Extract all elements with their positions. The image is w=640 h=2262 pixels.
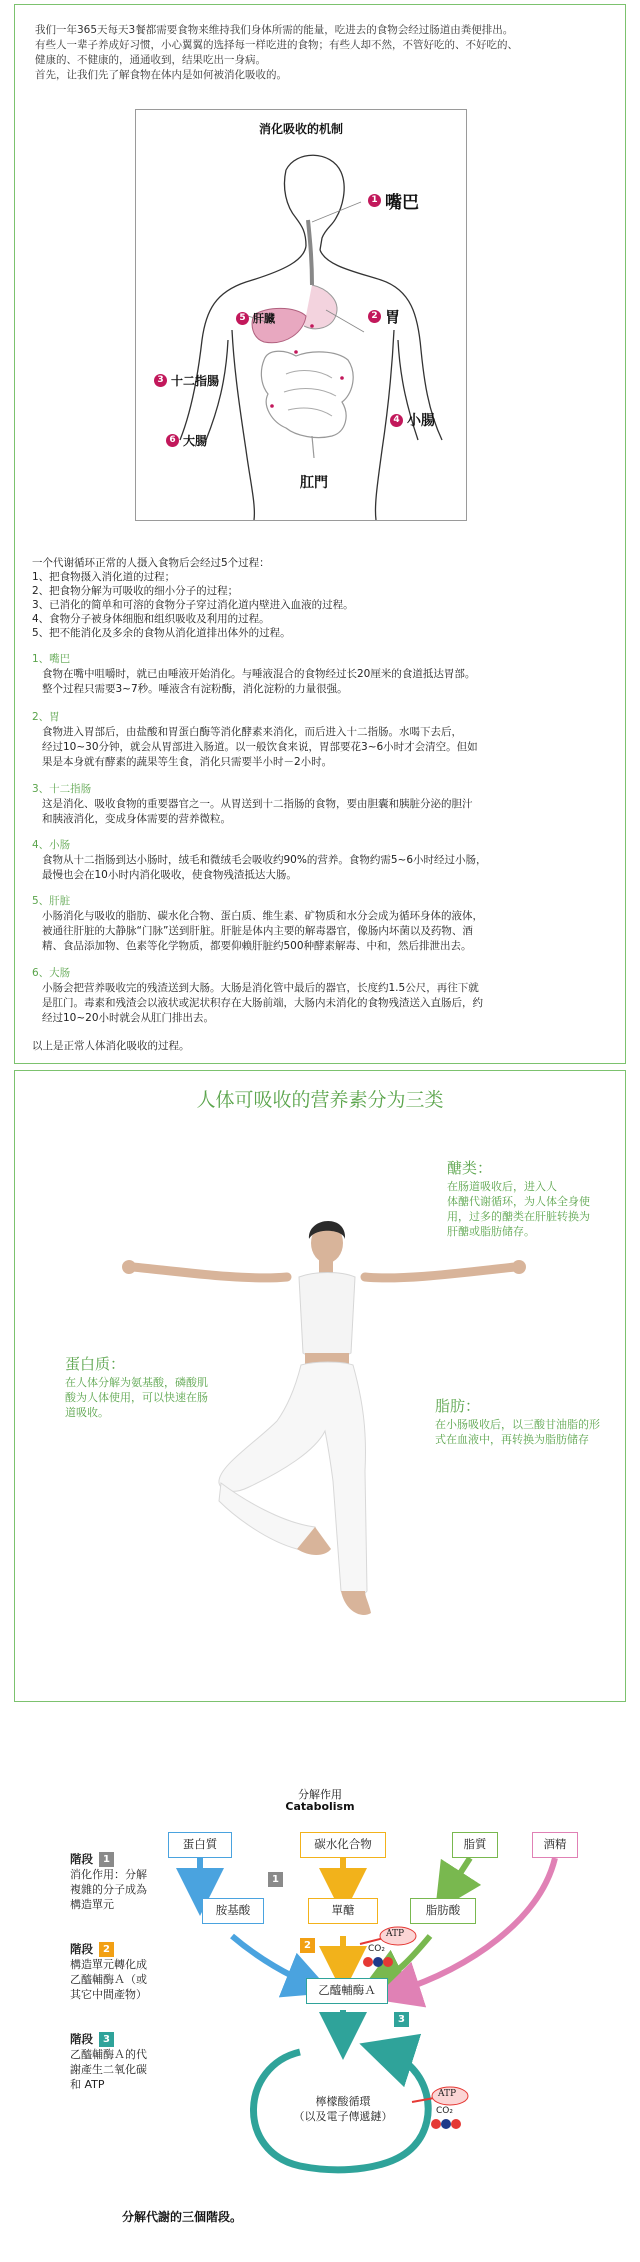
fat-line: 在小肠吸收后，以三酸甘油脂的形 bbox=[435, 1418, 600, 1431]
badge-2: 2 bbox=[368, 310, 381, 323]
section-line: 小肠会把营养吸收完的残渣送到大肠。大肠是消化管中最后的器官，长度约1.5公尺，再往下就 bbox=[42, 982, 479, 994]
label-text: 肛門 bbox=[300, 475, 328, 491]
carb-line: 在肠道吸收后，进入人 bbox=[447, 1180, 557, 1193]
section-line: 和胰液消化，变成身体需要的营养微粒。 bbox=[42, 813, 231, 825]
carb-line: 肝醣或脂肪储存。 bbox=[447, 1225, 535, 1238]
diagram-step-3: 3 bbox=[394, 2012, 409, 2027]
closing-text: 以上是正常人体消化吸收的过程。 bbox=[32, 1040, 190, 1052]
stage-line: 和 ATP bbox=[70, 2078, 105, 2091]
diagram-step-2: 2 bbox=[300, 1938, 315, 1953]
badge-4: 4 bbox=[390, 414, 403, 427]
section-line: 食物进入胃部后，由盐酸和胃蛋白酶等消化酵素来消化，而后进入十二指肠。水喝下去后， bbox=[42, 726, 462, 738]
box-carbohydrate: 碳水化合物 bbox=[300, 1832, 386, 1858]
cycle-line: 檸檬酸循環 bbox=[315, 2095, 371, 2108]
section-line: 经过10~30分钟，就会从胃部进入肠道。以一般饮食来说，胃部要花3~6小时才会清空。但如 bbox=[42, 741, 478, 753]
label-text: 小腸 bbox=[407, 413, 435, 429]
section-line: 食物在嘴中咀嚼时，就已由唾液开始消化。与唾液混合的食物经过长20厘米的食道抵达胃部。 bbox=[42, 668, 476, 680]
badge-3: 3 bbox=[154, 374, 167, 387]
atp-label: ATP bbox=[386, 1929, 405, 1939]
section-heading: 5、肝脏 bbox=[32, 895, 71, 907]
section-line: 被通往肝脏的大静脉“门脉”送到肝脏。肝脏是体内主要的解毒器官，像肠内坏菌以及药物、酒 bbox=[42, 925, 473, 937]
fat-line: 式在血液中，再转换为脂肪储存 bbox=[435, 1433, 589, 1446]
fat-heading: 脂肪： bbox=[435, 1397, 481, 1415]
intro-line: 有些人一辈子养成好习惯，小心翼翼的选择每一样吃进的食物；有些人却不然，不管好吃的、不好吃的、 bbox=[35, 39, 518, 51]
badge-1: 1 bbox=[368, 194, 381, 207]
label-text: 嘴巴 bbox=[385, 193, 419, 213]
stage-line: 消化作用：分解 bbox=[70, 1868, 147, 1881]
catabolism-subtitle: Catabolism bbox=[285, 1800, 355, 1813]
label-text: 肝臓 bbox=[253, 312, 275, 325]
box-fatty-acid: 脂肪酸 bbox=[410, 1898, 476, 1924]
section-line: 是肛门。毒素和残渣会以液状或泥状积存在大肠前端，大肠内未消化的食物残渣送入直肠后，约 bbox=[42, 997, 483, 1009]
section-heading: 1、嘴巴 bbox=[32, 653, 71, 665]
badge-5: 5 bbox=[236, 312, 249, 325]
label-text: 大腸 bbox=[183, 434, 208, 448]
carb-heading: 醣类： bbox=[447, 1159, 493, 1177]
intro-line: 健康的、不健康的，通通收到，结果吃出一身病。 bbox=[35, 54, 266, 66]
stage-line: 其它中間產物） bbox=[70, 1988, 147, 2001]
section-line: 精、食品添加物、色素等化学物质，都要仰赖肝脏约500种酵素解毒、中和，然后排泄出去。 bbox=[42, 940, 472, 952]
diagram-step-1: 1 bbox=[268, 1872, 283, 1887]
section-line: 整个过程只需要3~7秒。唾液含有淀粉酶，消化淀粉的力量很强。 bbox=[42, 683, 348, 695]
box-monosaccharide: 單醣 bbox=[308, 1898, 378, 1924]
section-heading: 2、胃 bbox=[32, 711, 60, 723]
step-item: 4、食物分子被身体细胞和组织吸收及利用的过程。 bbox=[32, 613, 270, 625]
intro-line: 我们一年365天每天3餐都需要食物来维持我们身体所需的能量，吃进去的食物会经过肠道由粪便排出。 bbox=[35, 24, 514, 36]
co2-label: CO₂ bbox=[368, 1944, 385, 1954]
stage-line: 謝產生二氧化碳 bbox=[70, 2063, 147, 2076]
stage-line: 複雜的分子成為 bbox=[70, 1883, 147, 1896]
section-heading: 6、大肠 bbox=[32, 967, 71, 979]
stage-number: 3 bbox=[99, 2032, 114, 2047]
box-amino-acid: 胺基酸 bbox=[202, 1898, 264, 1924]
catabolism-caption: 分解代謝的三個階段。 bbox=[122, 2210, 243, 2224]
label-text: 胃 bbox=[385, 308, 401, 326]
section-line: 小肠消化与吸收的脂肪、碳水化合物、蛋白质、维生素、矿物质和水分会成为循环身体的液体， bbox=[42, 910, 483, 922]
steps-lead: 一个代谢循环正常的人摄入食物后会经过5个过程： bbox=[32, 557, 270, 569]
catabolism-title: 分解作用 bbox=[298, 1788, 342, 1801]
section-line: 果是本身就有酵素的蔬果等生食，消化只需要半小时－2小时。 bbox=[42, 756, 333, 768]
stage-label: 階段 bbox=[70, 2032, 93, 2046]
badge-6: 6 bbox=[166, 434, 179, 447]
section-line: 最慢也会在10小时内消化吸收，使食物残渣抵达大肠。 bbox=[42, 869, 297, 881]
section-line: 食物从十二指肠到达小肠时，绒毛和微绒毛会吸收约90%的营养。食物约需5~6小时经过小肠， bbox=[42, 854, 487, 866]
intro-line: 首先，让我们先了解食物在体内是如何被消化吸收的。 bbox=[35, 69, 287, 81]
stage-line: 乙醯輔酶Ａ（或 bbox=[70, 1973, 147, 1986]
protein-line: 酸为人体使用，可以快速在肠 bbox=[65, 1391, 208, 1404]
nutrients-title: 人体可吸收的营养素分为三类 bbox=[196, 1089, 444, 1111]
stage-line: 構造單元轉化成 bbox=[70, 1958, 147, 1971]
section-line: 这是消化、吸收食物的重要器官之一。从胃送到十二指肠的食物，要由胆囊和胰脏分泌的胆汁 bbox=[42, 798, 473, 810]
stage-line: 乙醯輔酶Ａ的代 bbox=[70, 2048, 147, 2061]
section-heading: 3、十二指肠 bbox=[32, 783, 92, 795]
stage-label: 階段 bbox=[70, 1852, 93, 1866]
diagram-title: 消化吸收的机制 bbox=[258, 122, 343, 136]
co2-label: CO₂ bbox=[436, 2106, 453, 2116]
cycle-line: （以及電子傳遞鏈） bbox=[293, 2110, 393, 2123]
step-item: 1、把食物摄入消化道的过程； bbox=[32, 571, 176, 583]
section-heading: 4、小肠 bbox=[32, 839, 71, 851]
box-protein: 蛋白質 bbox=[168, 1832, 232, 1858]
protein-line: 在人体分解为氨基酸，磷酸肌 bbox=[65, 1376, 208, 1389]
box-acetyl-coa: 乙醯輔酶Ａ bbox=[306, 1978, 388, 2004]
stage-number: 1 bbox=[99, 1852, 114, 1867]
protein-line: 道吸收。 bbox=[65, 1406, 109, 1419]
carb-line: 用，过多的醣类在肝脏转换为 bbox=[447, 1210, 590, 1223]
stage-line: 構造單元 bbox=[70, 1898, 114, 1911]
box-alcohol: 酒精 bbox=[532, 1832, 578, 1858]
step-item: 2、把食物分解为可吸收的细小分子的过程； bbox=[32, 585, 239, 597]
step-item: 5、把不能消化及多余的食物从消化道排出体外的过程。 bbox=[32, 627, 291, 639]
carb-line: 体醣代谢循环，为人体全身使 bbox=[447, 1195, 590, 1208]
atp-label: ATP bbox=[438, 2089, 457, 2099]
stage-label: 階段 bbox=[70, 1942, 93, 1956]
section-line: 经过10~20小时就会从肛门排出去。 bbox=[42, 1012, 215, 1024]
box-lipid: 脂質 bbox=[452, 1832, 498, 1858]
label-text: 十二指腸 bbox=[171, 374, 220, 388]
step-item: 3、已消化的简单和可溶的食物分子穿过消化道内壁进入血液的过程。 bbox=[32, 599, 354, 611]
stage-number: 2 bbox=[99, 1942, 114, 1957]
protein-heading: 蛋白质： bbox=[65, 1355, 126, 1373]
citric-acid-cycle-label bbox=[276, 2094, 410, 2124]
